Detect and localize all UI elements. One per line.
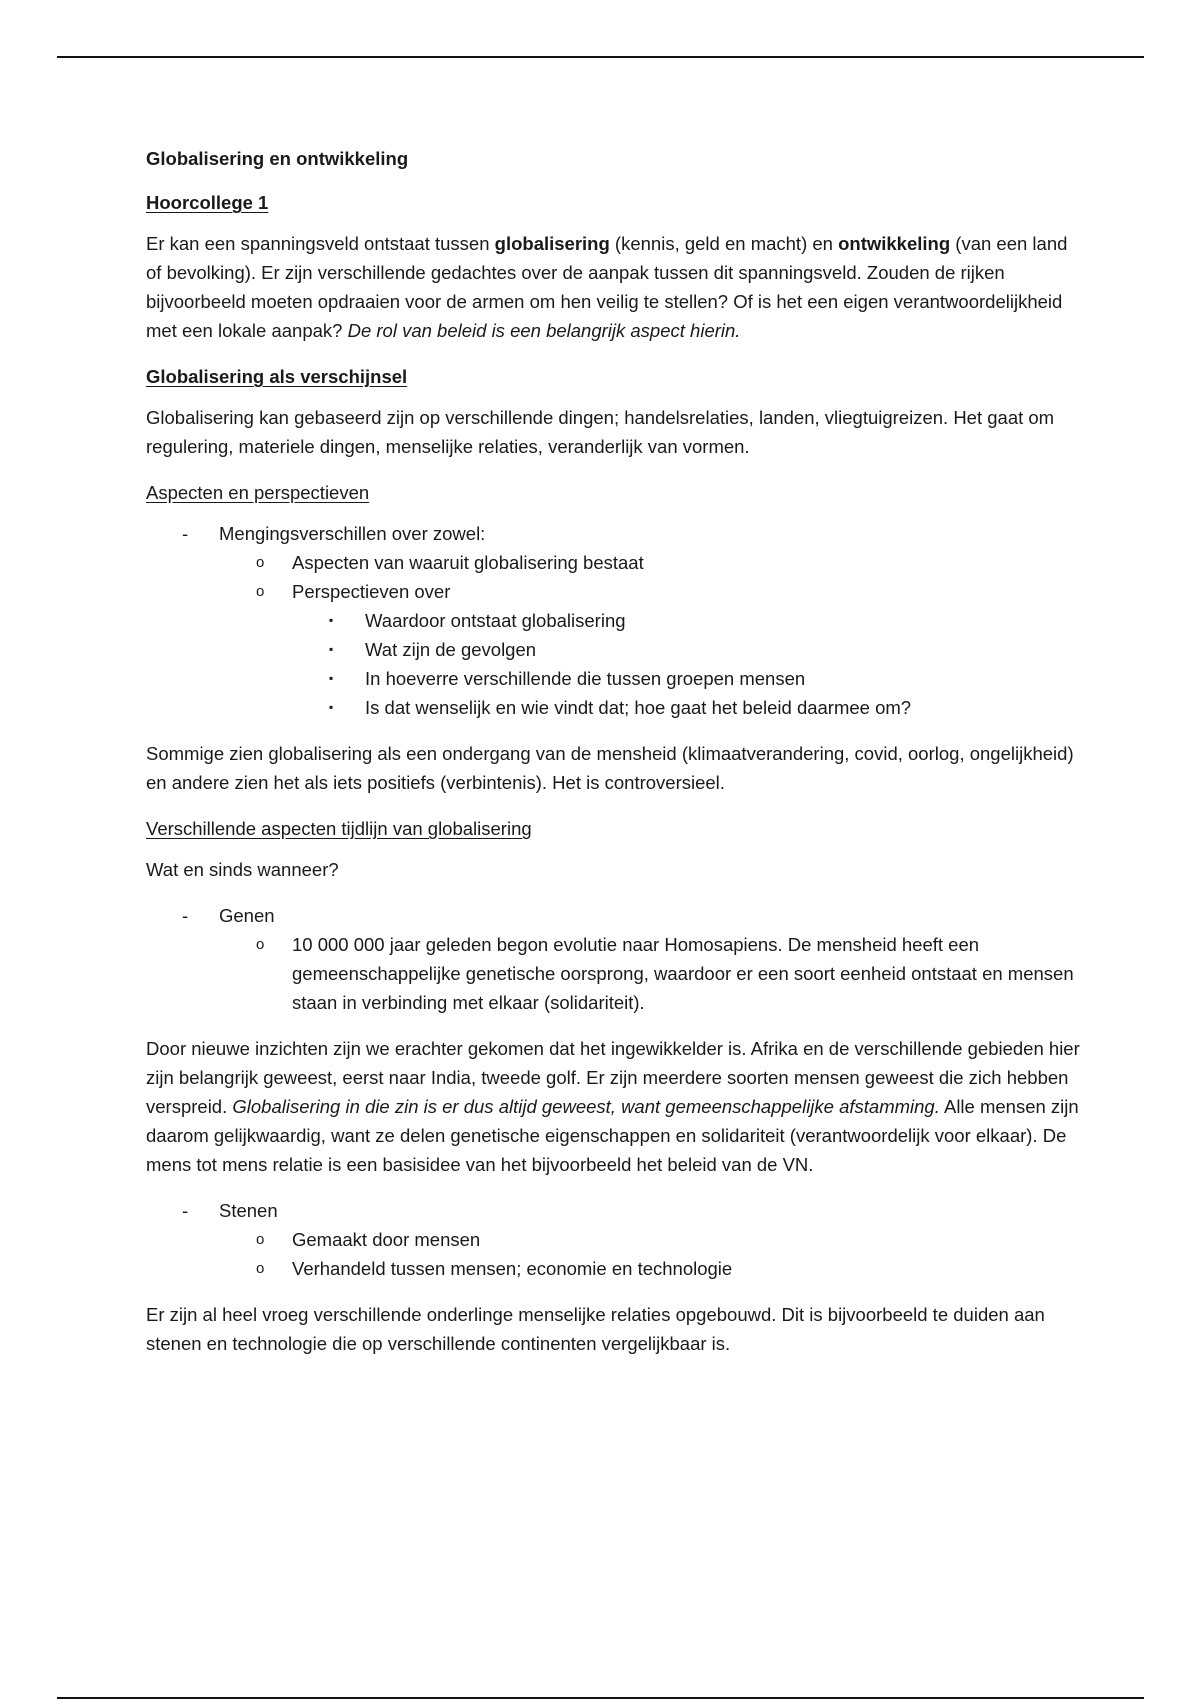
- sub-sub-list-item-text: In hoeverre verschillende die tussen groepen mensen: [365, 668, 806, 689]
- header-rule: [57, 56, 1144, 58]
- dash-bullet-icon: -: [182, 523, 189, 544]
- sub-sub-list-item: [292, 606, 1086, 635]
- document-title: Globalisering en ontwikkeling: [146, 148, 409, 169]
- circle-bullet-icon: o: [256, 1260, 265, 1277]
- sub-sub-list-item: [292, 693, 1086, 722]
- italic-text: Globalisering in die zin is er dus altijd geweest, want gemeenschappelijke afstamming.: [232, 1096, 940, 1117]
- sub-list-item-text: Aspecten van waaruit globalisering bestaat: [292, 552, 644, 573]
- sub-sub-list-item: [292, 664, 1086, 693]
- paragraph-inzichten: [146, 1034, 1086, 1179]
- circle-bullet-icon: o: [256, 554, 265, 571]
- list-item-text: Stenen: [219, 1200, 278, 1221]
- sub-sub-list-item-text: Wat zijn de gevolgen: [365, 639, 537, 660]
- sub-list-item-text: Gemaakt door mensen: [292, 1229, 481, 1250]
- sub-sub-list: [292, 606, 1086, 722]
- heading-hoorcollege: Hoorcollege 1: [146, 192, 269, 213]
- text-run: Door nieuwe inzichten zijn we erachter gekomen dat het ingewikkelder is. Afrika en de verschillende gebieden hier zijn belangrijk geweest, eerst naar India, tweede golf. Er zijn meerdere soorten mensen geweest die zich hebben verspreid.: [146, 1038, 1080, 1117]
- paragraph-verschijnsel: Globalisering kan gebaseerd zijn op verschillende dingen; handelsrelaties, landen, vliegtuigreizen. Het gaat om regulering, materiele dingen, menselijke relaties, veranderlijk van vormen.: [146, 407, 1055, 457]
- list-item: [146, 1196, 1086, 1283]
- sub-list-item: [219, 577, 1086, 722]
- heading-tijdlijn: Verschillende aspecten tijdlijn van globalisering: [146, 818, 532, 839]
- sub-list-item: [219, 1225, 1086, 1254]
- square-bullet-icon: ▪: [329, 671, 334, 685]
- sub-list-item-text: 10 000 000 jaar geleden begon evolutie naar Homosapiens. De mensheid heeft een gemeenschappelijke genetische oorsprong, waardoor er een soort eenheid ontstaat en mensen staan in verbinding met elkaar (solidariteit).: [292, 934, 1074, 1013]
- heading-verschijnsel: Globalisering als verschijnsel: [146, 366, 408, 387]
- text-run: Alle mensen zijn daarom gelijkwaardig, want ze delen genetische eigenschappen en solidariteit (verantwoordelijk voor elkaar). De mens tot mens relatie is een basisidee van het bijvoorbeeld het beleid van de VN.: [146, 1096, 1079, 1175]
- sub-list: [219, 930, 1086, 1017]
- dash-bullet-icon: -: [182, 1200, 189, 1221]
- sub-sub-list-item-text: Is dat wenselijk en wie vindt dat; hoe gaat het beleid daarmee om?: [365, 697, 912, 718]
- list-genen: [146, 901, 1086, 1017]
- text-run: (van een land of bevolking). Er zijn verschillende gedachtes over de aanpak tussen dit spanningsveld. Zouden de rijken bijvoorbeeld moeten opdraaien voor de armen om hen veilig te stellen? Of is het een eigen verantwoordelijkheid met een lokale aanpak?: [146, 233, 1068, 341]
- list-item-text: Genen: [219, 905, 275, 926]
- circle-bullet-icon: o: [256, 936, 265, 953]
- bold-term-ontwikkeling: ontwikkeling: [838, 233, 951, 254]
- list-aspecten: [146, 519, 1086, 722]
- sub-list-item: [219, 1254, 1086, 1283]
- list-stenen: [146, 1196, 1086, 1283]
- sub-sub-list-item: [292, 635, 1086, 664]
- heading-aspecten: Aspecten en perspectieven: [146, 482, 370, 503]
- paragraph-intro: [146, 229, 1086, 345]
- list-item-text: Mengingsverschillen over zowel:: [219, 523, 486, 544]
- square-bullet-icon: ▪: [329, 642, 334, 656]
- italic-text: De rol van beleid is een belangrijk aspect hierin.: [347, 320, 741, 341]
- circle-bullet-icon: o: [256, 1231, 265, 1248]
- square-bullet-icon: ▪: [329, 700, 334, 714]
- sub-list-item: [219, 548, 1086, 577]
- bold-term-globalisering: globalisering: [494, 233, 610, 254]
- paragraph-vraag: Wat en sinds wanneer?: [146, 859, 339, 880]
- paragraph-controversieel: Sommige zien globalisering als een ondergang van de mensheid (klimaatverandering, covid, oorlog, ongelijkheid) en andere zien het als iets positiefs (verbintenis). Het is controversieel.: [146, 743, 1074, 793]
- footer-rule: [57, 1697, 1144, 1699]
- sub-list: [219, 1225, 1086, 1283]
- text-run: Er kan een spanningsveld ontstaat tussen: [146, 233, 495, 254]
- circle-bullet-icon: o: [256, 583, 265, 600]
- sub-list-item-text: Perspectieven over: [292, 581, 451, 602]
- document-body: [146, 144, 1086, 1375]
- sub-list: [219, 548, 1086, 722]
- list-item: [146, 519, 1086, 722]
- sub-list-item-text: Verhandeld tussen mensen; economie en technologie: [292, 1258, 733, 1279]
- square-bullet-icon: ▪: [329, 613, 334, 627]
- sub-list-item: [219, 930, 1086, 1017]
- sub-sub-list-item-text: Waardoor ontstaat globalisering: [365, 610, 626, 631]
- text-run: (kennis, geld en macht) en: [609, 233, 839, 254]
- list-item: [146, 901, 1086, 1017]
- paragraph-stenen: Er zijn al heel vroeg verschillende onderlinge menselijke relaties opgebouwd. Dit is bijvoorbeeld te duiden aan stenen en technologie die op verschillende continenten vergelijkbaar is.: [146, 1304, 1045, 1354]
- dash-bullet-icon: -: [182, 905, 189, 926]
